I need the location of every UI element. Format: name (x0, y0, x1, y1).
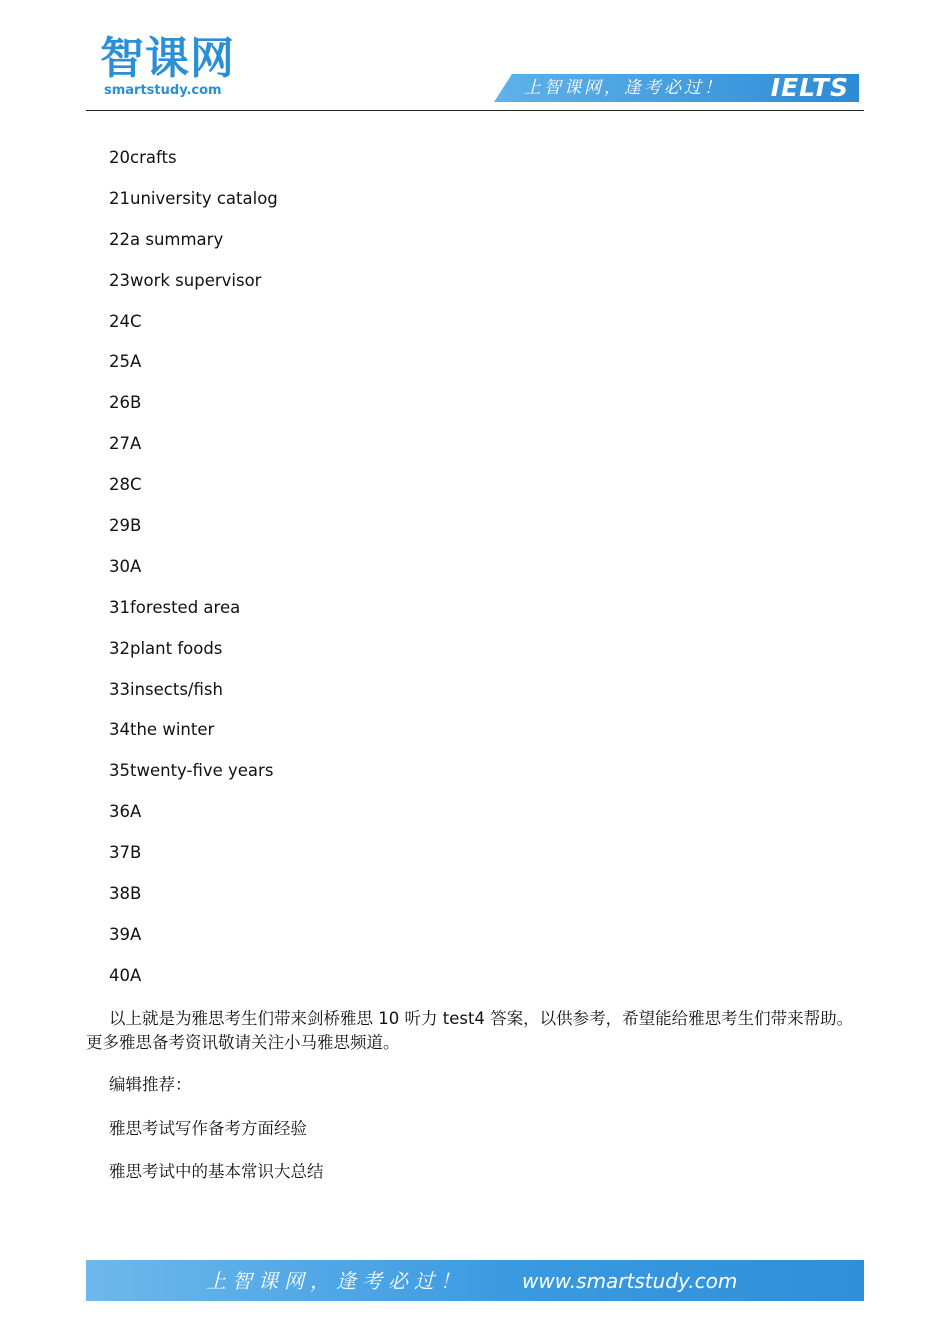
answer-item: 24C (109, 311, 142, 331)
footer-slogan: 上智课网，逢考必过！ (206, 1269, 466, 1293)
answer-item: 37B (109, 843, 142, 863)
answer-list (109, 146, 278, 1005)
answer-item: 36A (109, 802, 142, 822)
answer-item: 27A (109, 434, 142, 454)
header-banner (494, 74, 859, 102)
answer-item: 39A (109, 924, 142, 944)
logo-chinese-text: 智课网 (100, 33, 235, 84)
answer-item: 23work supervisor (109, 270, 262, 290)
answer-item: 35twenty-five years (109, 761, 274, 781)
answer-item: 30A (109, 556, 142, 576)
banner-slogan: 上智课网，逢考必过！ (524, 78, 724, 98)
recommend-link-basics[interactable]: 雅思考试中的基本常识大总结 (109, 1162, 324, 1181)
logo-domain-text: smartstudy.com (104, 83, 222, 98)
answer-item: 31forested area (109, 597, 241, 617)
page-header (86, 30, 864, 112)
answer-item: 26B (109, 393, 142, 413)
answer-item: 29B (109, 516, 142, 536)
answer-item: 28C (109, 475, 142, 495)
page-footer (86, 1260, 864, 1301)
answer-item: 38B (109, 884, 142, 904)
header-divider (86, 110, 864, 111)
recommend-link-writing[interactable]: 雅思考试写作备考方面经验 (109, 1119, 307, 1138)
answer-item: 33insects/fish (109, 679, 223, 699)
smartstudy-logo[interactable] (100, 34, 250, 100)
answer-item: 34the winter (109, 720, 215, 740)
footer-url[interactable]: www.smartstudy.com (522, 1269, 738, 1293)
answer-item: 25A (109, 352, 142, 372)
answer-item: 20crafts (109, 148, 177, 167)
answer-item: 32plant foods (109, 638, 223, 658)
summary-paragraph: 以上就是为雅思考生们带来剑桥雅思 10 听力 test4 答案，以供参考，希望能给雅思考生们带来帮助。更多雅思备考资讯敬请关注小马雅思频道。 (86, 1009, 854, 1052)
banner-exam-label: IELTS (770, 73, 849, 102)
answer-item: 22a summary (109, 229, 224, 249)
answer-item: 21university catalog (109, 188, 278, 208)
editor-recommend-label: 编辑推荐： (109, 1075, 192, 1094)
answer-item: 40A (109, 965, 142, 985)
